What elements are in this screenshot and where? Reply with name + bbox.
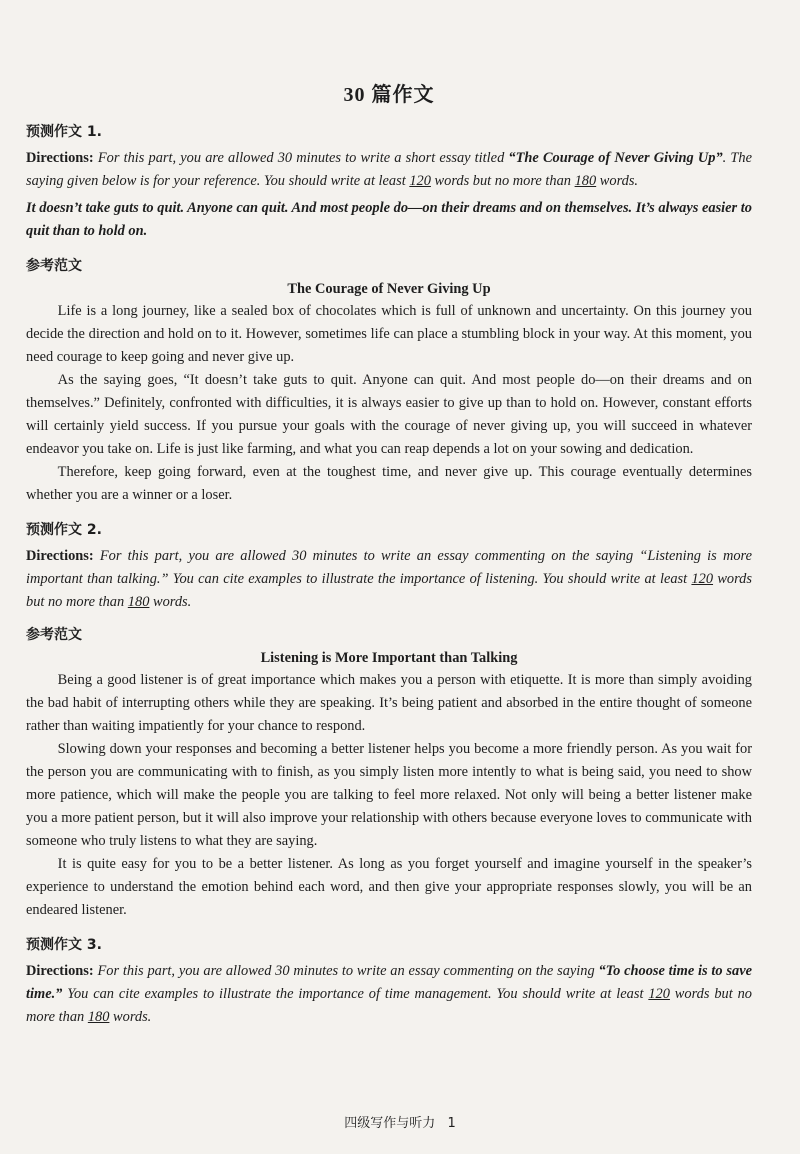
- max-words: 180: [87, 1009, 110, 1025]
- directions-label: Directions:: [26, 150, 94, 166]
- section-label: 预测作文 3.: [26, 937, 102, 953]
- essay-paragraph: It is quite easy for you to be a better listener. As long as you forget yourself and imagine yourself in the speaker’s experience to understand the emotion behind each word, and then give your appropriate responses slowly, you will be an endeared listener.: [26, 856, 752, 918]
- essay-title: Listening is More Important than Talking: [260, 650, 518, 666]
- essay-section-3: [26, 934, 752, 1029]
- directions-label: Directions:: [26, 963, 94, 979]
- essay-title: The Courage of Never Giving Up: [287, 281, 491, 297]
- directions-label: Directions:: [26, 548, 94, 564]
- essay-paragraph: Life is a long journey, like a sealed box of chocolates which is full of unknown and uncertainty. On this journey you decide the direction and hold on to it. However, sometimes life can place a stumbling block in your way. At this moment, you need courage to keep going and never give up.: [26, 303, 752, 365]
- directions-text: words.: [149, 594, 192, 610]
- essay-paragraph: Being a good listener is of great importance which makes you a person with etiquette. It is more than simply avoiding the bad habit of interrupting others while they are speaking. It’s being patient and absorbed in the entire thought of someone rather than waiting impatiently for your chance to respond.: [26, 672, 752, 734]
- directions-essay-title: “The Courage of Never Giving Up”: [508, 150, 723, 166]
- directions-text: words.: [596, 173, 639, 189]
- essay-paragraph: Therefore, keep going forward, even at the toughest time, and never give up. This courage eventually determines whether you are a winner or a loser.: [26, 464, 752, 503]
- directions-text: You can cite examples to illustrate the importance of time management. You should write at least: [62, 986, 649, 1002]
- page-number: 1: [447, 1116, 456, 1131]
- essay-section-2: [26, 519, 752, 922]
- sample-label: 参考范文: [26, 627, 82, 643]
- essay-paragraph: As the saying goes, “It doesn’t take guts to quit. Anyone can quit. And most people do—on their dreams and on themselves.” Definitely, confronted with difficulties, it is always easier to give up than to hold on. However, constant efforts will certainly yield success. If you pursue your goals with the courage of never giving up, you will succeed in whatever endeavor you take on. Life is just like farming, and what you can reap depends a lot on your sowing and dedication.: [26, 372, 752, 457]
- directions-text: For this part, you are allowed 30 minutes to write an essay commenting on the saying “Listening is more important than talking.” You can cite examples to illustrate the importance of listening. You should write at least: [26, 548, 752, 587]
- footer-text: 四级写作与听力: [344, 1116, 436, 1131]
- directions-text: words but no more than: [26, 986, 753, 1025]
- min-words: 120: [409, 173, 431, 189]
- directions: [26, 545, 752, 614]
- directions-text: words but no more than: [26, 571, 752, 610]
- sample-label: 参考范文: [26, 258, 82, 274]
- section-label: 预测作文 1.: [26, 124, 102, 140]
- reference-quote: It doesn’t take guts to quit. Anyone can quit. And most people do—on their dreams and on themselves. It’s always easier to quit than to hold on.: [26, 200, 752, 239]
- directions-text: . The saying given below is for your reference. You should write at least: [26, 150, 752, 189]
- directions-text: words.: [109, 1009, 152, 1025]
- page-title: 30 篇作文: [343, 84, 435, 106]
- min-words: 120: [691, 571, 714, 587]
- max-words: 180: [574, 173, 597, 189]
- essay-paragraph: Slowing down your responses and becoming a better listener helps you become a more friendly person. As you wait for the person you are communicating with to finish, as you simply listen more intently to what is being said, you need to show more patience, which will make the people you are talking to feel more relaxed. Not only will being a better listener make you a more patient person, but it will also improve your relationship with others because everyone loves to communicate with someone who truly listens to what they are saying.: [26, 741, 752, 849]
- page-footer: [0, 1112, 800, 1131]
- directions: [26, 147, 752, 193]
- max-words: 180: [127, 594, 150, 610]
- directions-text: For this part, you are allowed 30 minutes to write an essay commenting on the saying: [93, 963, 599, 979]
- directions-text: For this part, you are allowed 30 minutes to write a short essay titled: [93, 150, 509, 166]
- directions-text: words but no more than: [430, 173, 575, 189]
- section-label: 预测作文 2.: [26, 522, 102, 538]
- essay-section-1: [26, 121, 752, 507]
- min-words: 120: [648, 986, 670, 1002]
- directions-saying: “To choose time is to save time.”: [26, 963, 752, 1002]
- directions: [26, 960, 752, 1029]
